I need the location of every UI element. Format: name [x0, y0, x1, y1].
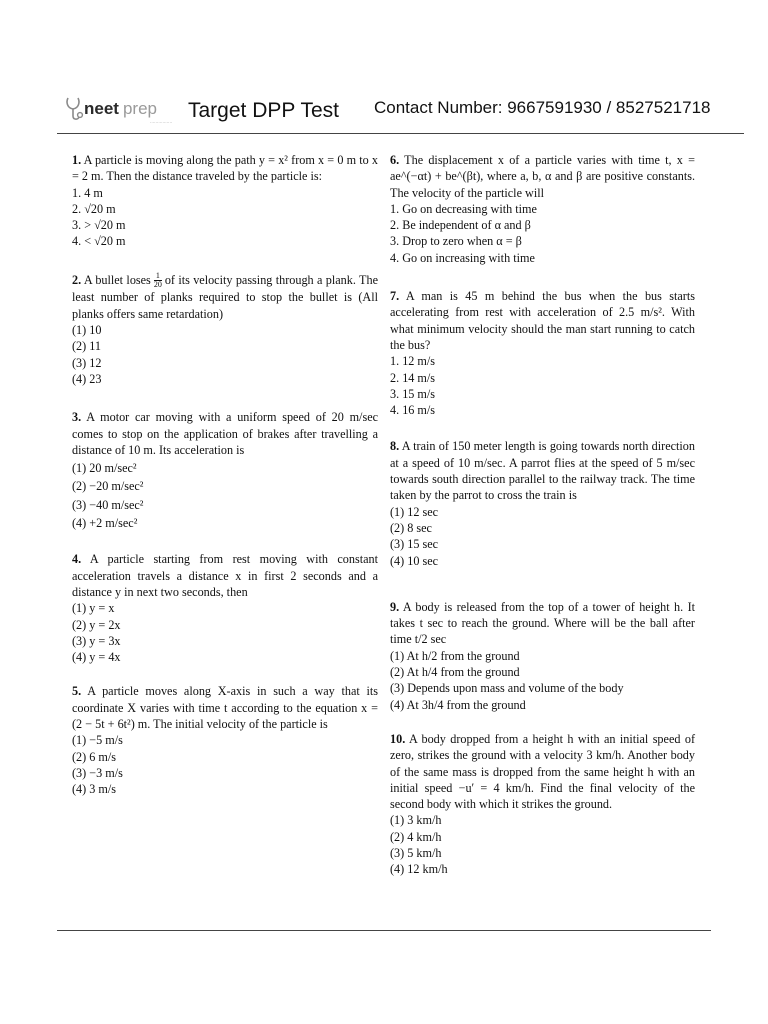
question-text: A motor car moving with a uniform speed of 20 m/sec comes to stop on the application of brakes after travelling a distance of 10 m. Its acceleration is	[72, 410, 379, 457]
question-stem	[390, 438, 695, 503]
question-text: A train of 150 meter length is going towards north direction at a speed of 10 m/sec. A parrot flies at the speed of 5 m/sec towards south direction parallel to the railway track. The time taken by the parrot to cross the train is	[390, 439, 695, 503]
question-5	[72, 683, 378, 797]
contact-number: Contact Number: 9667591930 / 8527521718	[374, 98, 711, 117]
question-stem	[390, 599, 695, 648]
option: 2. Be independent of α and β	[390, 218, 531, 233]
option: (3) y = 3x	[72, 633, 121, 648]
question-number: 4.	[72, 552, 82, 567]
question-stem	[390, 152, 695, 201]
option: 4. < √20 m	[72, 234, 126, 249]
question-text-cont: of its velocity passing through a plank. The least number of planks required to stop the bullet is (All planks offers same retardation)	[72, 272, 378, 321]
logo-prep: prep	[122, 99, 157, 118]
question-6	[390, 152, 695, 266]
option: (1) 20 m/sec²	[72, 461, 137, 476]
question-stem	[72, 272, 378, 322]
option: (1) 3 km/h	[390, 813, 442, 828]
option: (2) 11	[72, 339, 101, 354]
option: (3) Depends upon mass and volume of the body	[390, 681, 624, 696]
question-stem	[390, 731, 695, 812]
question-4	[72, 551, 378, 665]
option: (2) 4 km/h	[390, 829, 442, 844]
fraction	[154, 272, 162, 289]
question-text: A body dropped from a height h with an initial speed of zero, strikes the ground with a velocity 3 km/h. Another body of the same mass is dropped from the same height h with an initial speed −u′ = 4 km/h. Find the final velocity of the second body with which it strikes the ground.	[390, 731, 695, 812]
question-number: 3.	[72, 410, 82, 425]
option: 3. Drop to zero when α = β	[390, 234, 522, 249]
left-column	[72, 152, 378, 814]
question-text: The displacement x of a particle varies with time t, x = ae^(−αt) + be^(βt), where a, b, α and β are positive constants. The velocity of the particle will	[390, 153, 695, 200]
logo-neet: neet	[84, 99, 119, 118]
question-2	[72, 272, 378, 387]
option: 4. Go on increasing with time	[390, 250, 535, 265]
fraction-numerator: 1	[155, 271, 160, 281]
question-text: A particle moves along X-axis in such a way that its coordinate X varies with time t according to the equation x = (2 − 5t + 6t²) m. The initial velocity of the particle is	[72, 684, 378, 732]
option: (4) 12 km/h	[390, 862, 448, 877]
option: (4) 23	[72, 371, 102, 386]
question-number: 6.	[390, 153, 400, 167]
question-number: 1.	[72, 153, 82, 167]
question-stem	[390, 288, 695, 353]
question-text: A bullet loses	[83, 272, 151, 287]
option: (1) −5 m/s	[72, 733, 123, 748]
option: 1. Go on decreasing with time	[390, 201, 537, 216]
header-divider	[57, 133, 744, 134]
option: (1) 12 sec	[390, 504, 439, 519]
footer-divider	[57, 930, 711, 931]
question-number: 7.	[390, 289, 400, 304]
question-8	[390, 438, 695, 568]
option: (3) −40 m/sec²	[72, 497, 144, 512]
option: 1. 4 m	[72, 185, 103, 200]
option: (2) At h/4 from the ground	[390, 665, 520, 680]
option: (4) At 3h/4 from the ground	[390, 697, 526, 712]
page-title: Target DPP Test	[188, 99, 339, 122]
question-number: 8.	[390, 439, 400, 454]
question-9	[390, 599, 695, 713]
logo-tagline: ................	[150, 119, 173, 125]
question-text: A body is released from the top of a tower of height h. It takes t sec to reach the ground. Where will be the ball after time t/2 sec	[390, 599, 696, 647]
question-number: 2.	[72, 272, 82, 287]
option: (3) 5 km/h	[390, 845, 442, 860]
question-number: 10.	[390, 731, 406, 746]
question-3	[72, 409, 378, 531]
question-10	[390, 731, 695, 878]
option: (1) At h/2 from the ground	[390, 648, 520, 663]
question-stem	[72, 409, 378, 458]
option: 4. 16 m/s	[390, 403, 436, 418]
page-header	[0, 0, 768, 135]
question-number: 5.	[72, 684, 82, 699]
option: (4) 10 sec	[390, 553, 439, 568]
option: (3) −3 m/s	[72, 765, 123, 780]
question-text: A particle is moving along the path y = x² from x = 0 m to x = 2 m. Then the distance traveled by the particle is:	[72, 153, 378, 184]
question-stem	[72, 683, 378, 732]
question-text: A particle starting from rest moving with constant acceleration travels a distance x in first 2 seconds and a distance y in next two seconds, then	[72, 552, 378, 599]
option: (4) +2 m/sec²	[72, 516, 138, 531]
option: (4) y = 4x	[72, 650, 121, 665]
option: (4) 3 m/s	[72, 782, 117, 797]
option: (2) y = 2x	[72, 617, 121, 632]
option: 3. > √20 m	[72, 218, 126, 233]
option: 1. 12 m/s	[390, 354, 436, 369]
stethoscope-icon	[64, 96, 86, 124]
option: (2) 6 m/s	[72, 749, 117, 764]
logo-wordmark	[84, 99, 157, 119]
option: (2) 8 sec	[390, 520, 432, 535]
option: (3) 12	[72, 355, 102, 370]
question-text: A man is 45 m behind the bus when the bus starts accelerating from rest with acceleration of 2.5 m/s². With what minimum velocity should the man start running to catch the bus?	[390, 289, 695, 352]
option: 3. 15 m/s	[390, 386, 436, 401]
question-1	[72, 152, 378, 250]
question-stem	[72, 152, 378, 185]
question-7	[390, 288, 695, 418]
option: 2. 14 m/s	[390, 370, 436, 385]
option: (1) 10	[72, 323, 102, 338]
option: (1) y = x	[72, 601, 115, 616]
question-number: 9.	[390, 599, 400, 614]
question-stem	[72, 551, 378, 600]
option: (2) −20 m/sec²	[72, 479, 144, 494]
right-column	[390, 152, 695, 894]
fraction-denominator: 20	[153, 280, 162, 290]
option: (3) 15 sec	[390, 537, 439, 552]
option: 2. √20 m	[72, 201, 116, 216]
